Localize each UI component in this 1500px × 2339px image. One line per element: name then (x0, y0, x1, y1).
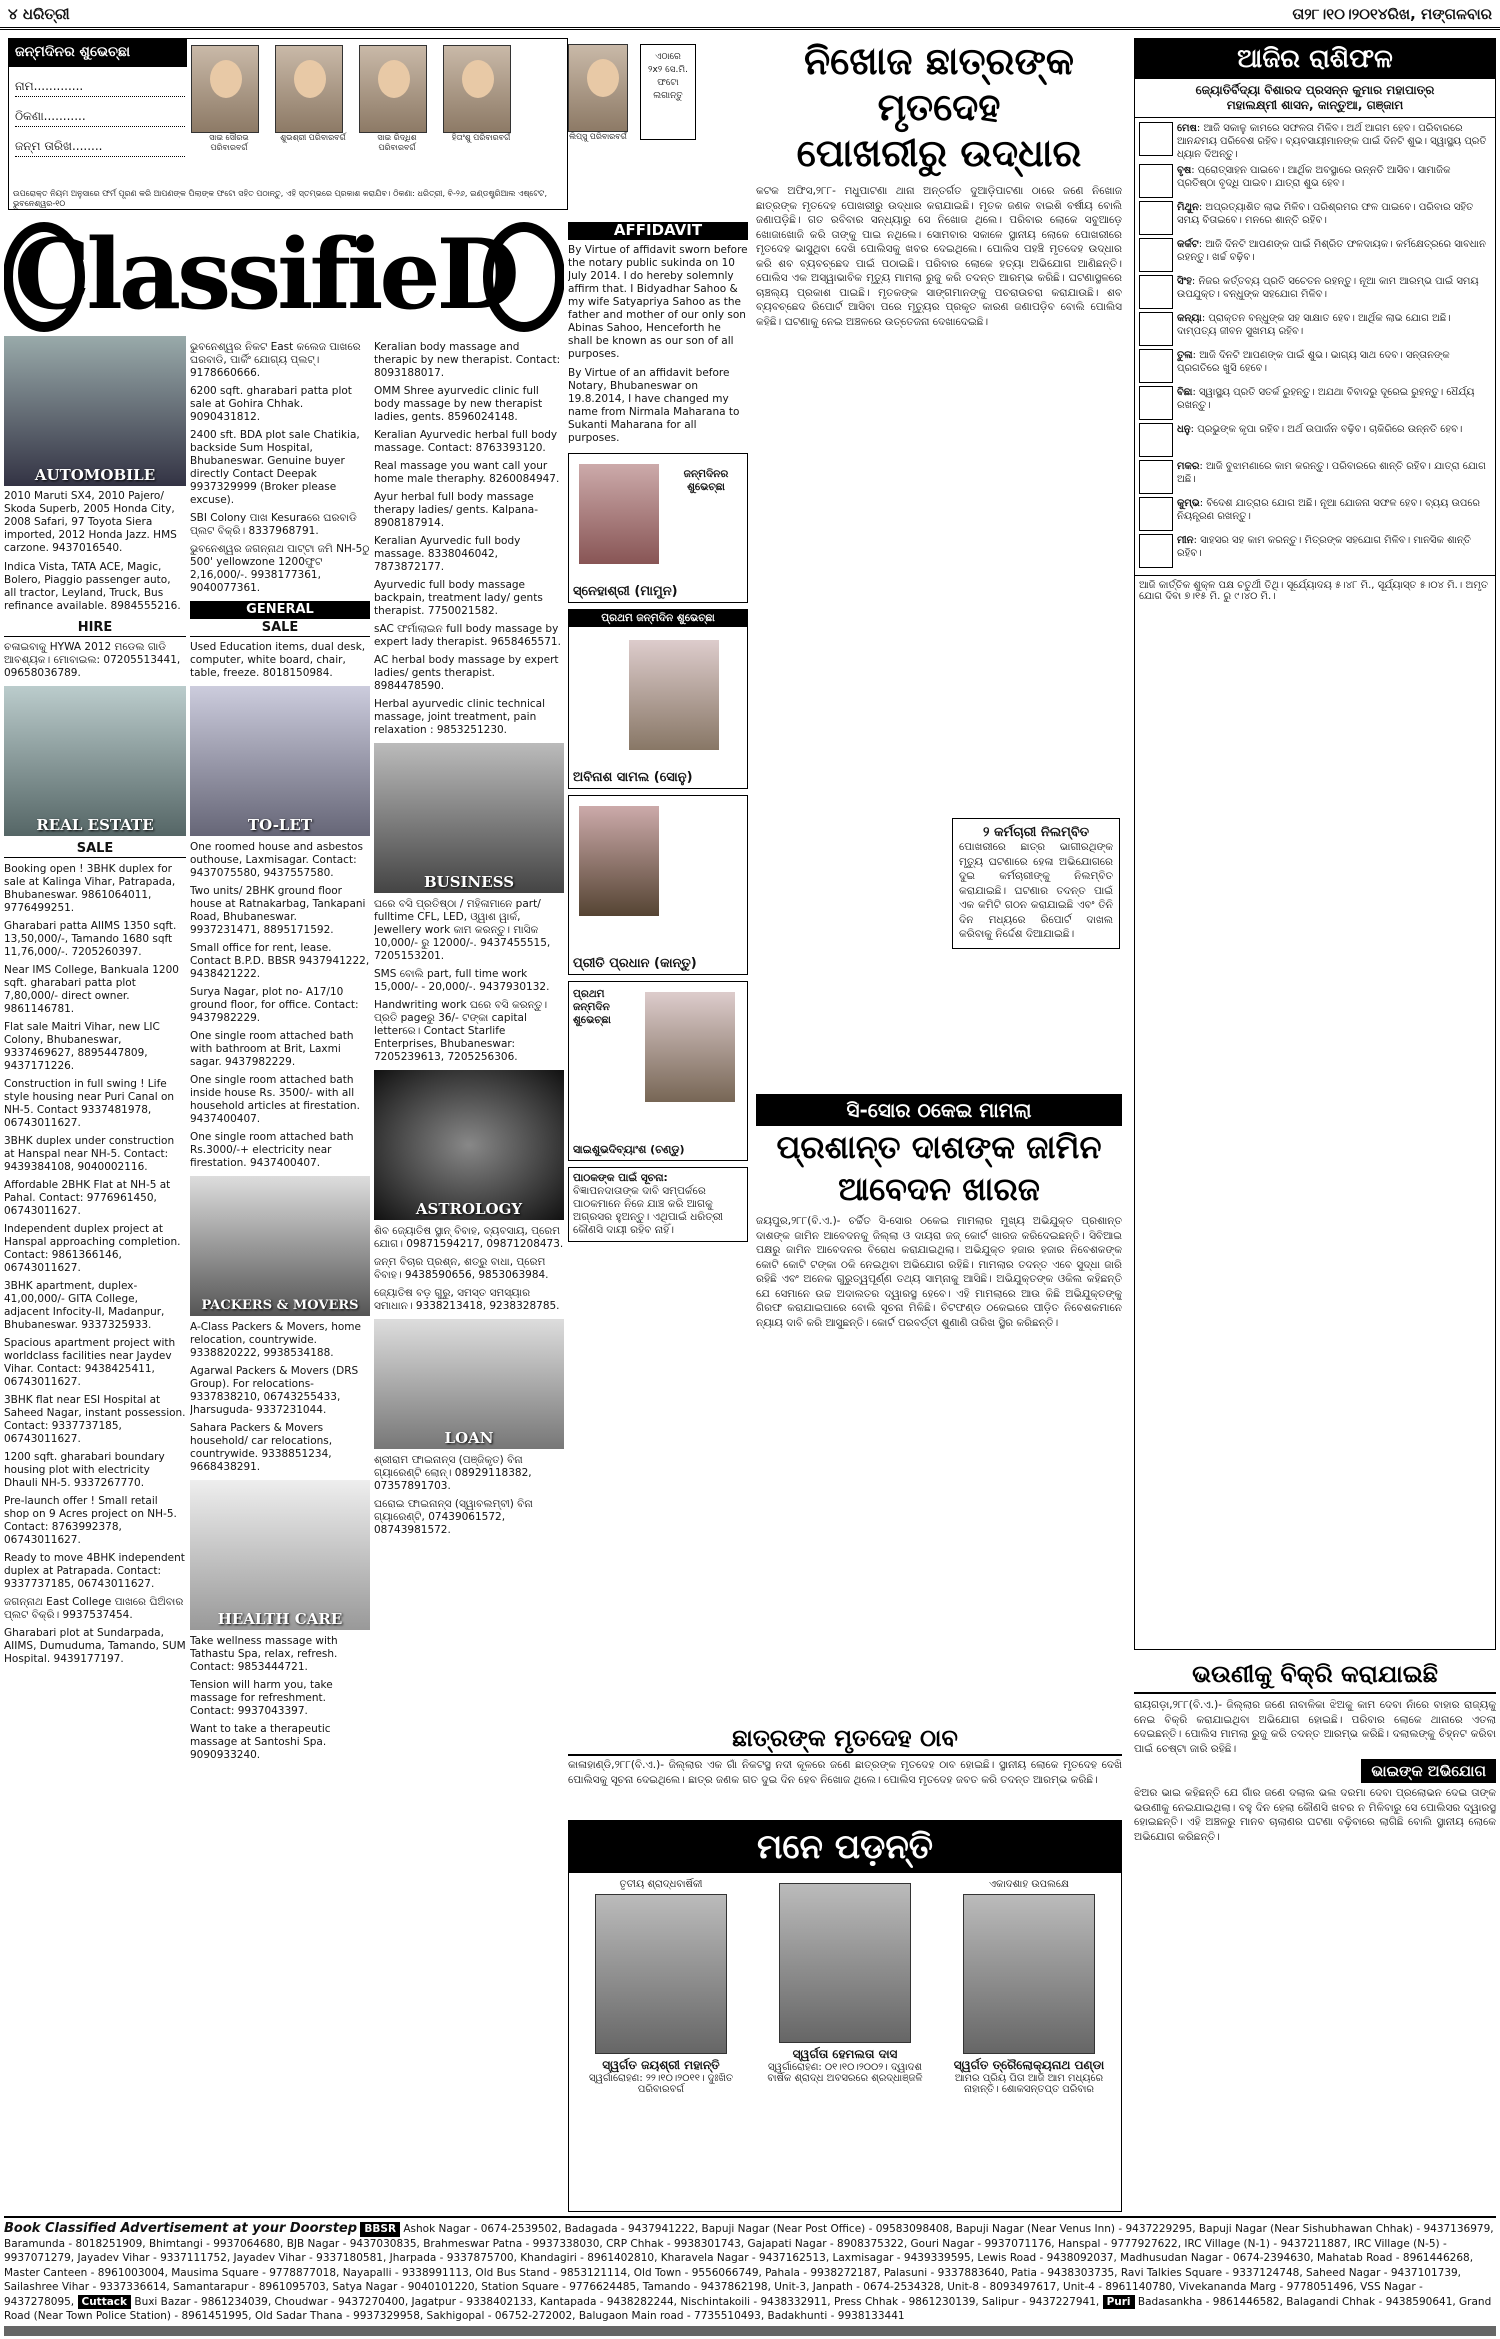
zodiac-row: ମେଷ: ଆଜି ସକାଳୁ କାମରେ ସଫଳତା ମିଳିବ। ଅର୍ଥ ଆଗମ ହେବ। ପରିବାରରେ ଆନନ୍ଦମୟ ପରିବେଶ ରହିବ। ବ୍ୟବସାୟୀମାନଙ୍କ ପାଇଁ ଦିନଟି ଶୁଭ। ସ୍ୱାସ୍ଥ୍ୟ ପ୍ରତି ଧ୍ୟାନ ଦିଅନ୍ତୁ। (1139, 122, 1491, 161)
address-field: ଠିକଣା........... (15, 109, 185, 127)
page-header (0, 0, 1500, 30)
news3-title: ଛାତ୍ରଙ୍କ ମୃତଦେହ ଠାବ (568, 1722, 1122, 1756)
health-ad: Tension will harm you, take massage for refreshment. Contact: 9937043397. (190, 1679, 333, 1717)
birthday-ad-3: ପ୍ରୀତି ପ୍ରଧାନ (କାନ୍ତୁ) (568, 795, 748, 975)
kid-photo-2: ଶୁଭଶ୍ରୀ ପରିବାରବର୍ଗ (275, 45, 351, 143)
birthday-ad-1: ଜନ୍ମଦିନର ଶୁଭେଚ୍ଛା ସ୍ନେହାଶ୍ରୀ (ମାମୁନ) (568, 453, 748, 603)
zodiac-icon (1139, 386, 1173, 420)
massage-ad: sAC ଫର୍ମାଲାଇନ full body massage by expert lady therapist. 9658465571. (374, 623, 561, 648)
massage-ad: Herbal ayurvedic clinic technical massage, joint treatment, pain relaxation : 9853251230. (374, 698, 546, 736)
astrologer-name: ଜ୍ୟୋତିର୍ବିଦ୍ୟା ବିଶାରଦ ପ୍ରସନ୍ନ କୁମାର ମହାପାତ୍ର (1195, 83, 1435, 97)
business-ad: ଘରେ ବସି ପ୍ରତିଷ୍ଠା / ମହିଳାମାନେ part/ fulltime CFL, LED, ଓ୍ୱାଶ ୱାର୍କ, Jewellery work କାମ କରନ୍ତୁ। ମାସିକ 10,000/- ରୁ 12000/-. 9437455515, 7205153201. (374, 898, 551, 962)
plot-ad: SBI Colony ପାଖ Kesuraରେ ଘରବାଡି ପ୍ଲଟ ବିକ୍ରି। 8337968791. (190, 512, 357, 537)
zodiac-text: ନିଜର କର୍ତ୍ତବ୍ୟ ପ୍ରତି ସଚେତନ ରହନ୍ତୁ। ନୂଆ କାମ ଆରମ୍ଭ ପାଇଁ ସମୟ ଉପଯୁକ୍ତ। ବନ୍ଧୁଙ୍କ ସହଯୋଗ ମିଳିବ। (1177, 276, 1479, 300)
sale-ad: Near IMS College, Bankuala 1200 sqft. gharabari patta plot 7,80,000/- direct owner. 9861146781. (4, 964, 179, 1015)
sale-ad: Independent duplex project at Hanspal approaching completion. Contact: 9861366146, 06743011627. (4, 1223, 181, 1274)
health-ads-list (190, 1635, 370, 1762)
kid-photo-1: ସାଇ ସୌରଭ ପରିବାରବର୍ଗ (191, 45, 267, 153)
affidavit-heading: AFFIDAVIT (568, 222, 748, 240)
business-image: BUSINESS (374, 743, 564, 893)
zodiac-row: ଧନୁ: ପ୍ରଭୁଙ୍କ କୃପା ରହିବ। ଅର୍ଥ ଉପାର୍ଜନ ବଢ଼ିବ। ଚାକିରିରେ ଉନ୍ନତି ହେବ। (1139, 423, 1491, 457)
astrology-ad: ଶିବ ଜ୍ୟୋତିଷ ସ୍ଥାନ୍ ବିବାହ, ବ୍ୟବସାୟ, ପ୍ରେମ ଯୋଗ। 09871594217, 09871208473. (374, 1225, 564, 1250)
memorial-person-2: ସ୍ୱର୍ଗତା ହେମଲତା ଦାସ ସ୍ୱର୍ଗାରୋହଣ: ୦୧।୧୦।୨୦୦୨। ଦ୍ୱାଦଶ ବାର୍ଷିକ ଶ୍ରାଦ୍ଧ ଅବସରରେ ଶ୍ରଦ୍ଧାଞ୍ଜଳି (760, 1879, 930, 2095)
page-date: ତା୨୮।୧୦।୨୦୧୪ରିଖ, ମଙ୍ଗଳବାର (1292, 5, 1492, 23)
zodiac-icon (1139, 238, 1173, 272)
horoscope-list (1135, 118, 1495, 575)
news2-kicker: ସି-ସୋର ଠକେଇ ମାମଲା (756, 1094, 1122, 1126)
memorial-section (568, 1820, 1122, 2212)
zodiac-text: ପ୍ରୋତ୍ସାହନ ପାଇବେ। ଆର୍ଥିକ ଅବସ୍ଥାରେ ଉନ୍ନତି ଆସିବ। ସାମାଜିକ ପ୍ରତିଷ୍ଠା ବୃଦ୍ଧି ପାଇବ। ଯାତ୍ରା ଶୁଭ ହେବ। (1177, 165, 1451, 189)
to-let-ad: One single room attached bath inside house Rs. 3500/- with all household articles at firestation. 9437400407. (190, 1074, 360, 1125)
zodiac-row: କନ୍ୟା: ପ୍ରାକ୍ତନ ବନ୍ଧୁଙ୍କ ସହ ସାକ୍ଷାତ ହେବ। ଆର୍ଥିକ ଲାଭ ଯୋଗ ଅଛି। ଦାମ୍ପତ୍ୟ ଜୀବନ ସୁଖମୟ ରହିବ। (1139, 312, 1491, 346)
massage-ad: Real massage you want call your home male theraphy. 8260084947. (374, 460, 560, 485)
classified-title: ClassifieD (14, 218, 516, 331)
bbsr-list: Ashok Nagar - 0674-2539502, Badagada - 9437941222, Bapuji Nagar (Near Post Office) - 09583098408, Bapuji Nagar (Near Venus Inn) - 9437229295, Bapuji Nagar (Near Sishubhawan Chhak) - 9437136979, Baramunda - 8018251909, Bhimtangi - 9937064680, BJB Nagar - 9437030835, Brahmeswar Patna - 9937338030, CRP Chhak - 9938301743, Gajapati Nagar - 8908375322, Gouri Nagar - 9937071176, Hanspal - 9777927622, IRC Village (N-1) - 9437211887, IRC Village (N-5) - 9937071279, Jayadev Vihar - 9337111752, Jayadev Vihar - 9337180581, Jharpada - 9337875700, Khandagiri - 8961402810, Kharavela Nagar - 9437162513, Laxmisagar - 9439339595, Lewis Road - 9438092037, Madhusudan Nagar - 0674-2394630, Mahatab Road - 8961446268, Master Canteen - 8961003004, Mausima Square - 9778877018, Nayapalli - 9338991113, Old Bus Stand - 9853121114, Old Town - 9556066749, Pahala - 9938272187, Palasuni - 9337883640, Patia - 9438303735, Ravi Talkies Square - 9337124748, Saheed Nagar - 9437101739, Sailashree Vihar - 9337336614, Samantarapur - 8961095703, Satya Nagar - 9040101220, Station Square - 9776624485, Tamando - 9437862198, Unit-3, Janpath - 0674-2534328, Unit-8 - 8093497617, Unit-4 - 8961140780, Vivekananda Marg - 9778051496, VSS Nagar - 9437278095, (4, 2223, 1494, 2308)
zodiac-text: ସାହସର ସହ କାମ କରନ୍ତୁ। ମିତ୍ରଙ୍କ ସହଯୋଗ ମିଳିବ। ମାନସିକ ଶାନ୍ତି ରହିବ। (1177, 535, 1471, 559)
news1-title-2: ପୋଖରୀରୁ ଉଦ୍ଧାର (796, 131, 1082, 175)
zodiac-row: କର୍କଟ: ଆଜି ଦିନଟି ଆପଣଙ୍କ ପାଇଁ ମିଶ୍ରିତ ଫଳଦାୟକ। କର୍ମକ୍ଷେତ୍ରରେ ସାବଧାନ ରହନ୍ତୁ। ଖର୍ଚ୍ଚ ବଢ଼ିବ। (1139, 238, 1491, 272)
massage-ad: Keralian Ayurvedic full body massage. 8338046042, 7873872177. (374, 535, 521, 573)
classified-banner (4, 218, 564, 332)
business-ads-list (374, 898, 564, 1064)
hire-ad: ଚଳାଇବାକୁ HYWA 2012 ମଡେଲ ଗାଡି ଆବଶ୍ୟକ। ମୋବାଇଲ: 07205513441, 09658036789. (4, 641, 181, 679)
zodiac-row: ମିଥୁନ: ଅପ୍ରତ୍ୟାଶିତ ଲାଭ ମିଳିବ। ପରିଶ୍ରମର ଫଳ ପାଇବେ। ପରିବାର ସହିତ ସମୟ ବିତାଇବେ। ମନରେ ଶାନ୍ତି ରହିବ। (1139, 201, 1491, 235)
news1-body: କଟକ ଅଫିସ,୨୮୮- ମଧୁପାଟଣା ଥାନା ଅନ୍ତର୍ଗତ ଦୁଆଡ଼ିପାଟଣା ଠାରେ ଜଣେ ନିଖୋଜ ଛାତ୍ରଙ୍କ ମୃତଦେହ ପୋଖରୀରୁ ଉଦ୍ଧାର କରାଯାଇଛି। ମୃତକ ଜଣକ ବାଇଶି ବର୍ଷୀୟ ବୋଲି ଜଣାପଡ଼ିଛି। ଗତ ରବିବାର ସନ୍ଧ୍ୟାରୁ ସେ ନିଖୋଜ ଥିଲେ। ପରିବାର ଲୋକେ ସବୁଆଡ଼େ ଖୋଜାଖୋଜି କରି ତାଙ୍କୁ ପାଇ ନଥିଲେ। ସୋମବାର ସକାଳେ ସ୍ଥାନୀୟ ଲୋକେ ପୋଖରୀରେ ମୃତଦେହ ଭାସୁଥିବା ଦେଖି ପୋଲିସକୁ ଖବର ଦେଇଥିଲେ। ପୋଲିସ ପହଞ୍ଚି ମୃତଦେହ ଉଦ୍ଧାର କରି ଶବ ବ୍ୟବଚ୍ଛେଦ ପାଇଁ ପଠାଇଛି। ପରିବାର ଲୋକେ ହତ୍ୟା ଅଭିଯୋଗ ଆଣିଛନ୍ତି। ପୋଲିସ ଏକ ଅସ୍ୱାଭାବିକ ମୃତ୍ୟୁ ମାମଲା ରୁଜୁ କରି ତଦନ୍ତ ଆରମ୍ଭ କରିଛି। ଘଟଣାସ୍ଥଳରେ ଚାଞ୍ଚଲ୍ୟ ପ୍ରକାଶ ପାଇଛି। ମୃତକଙ୍କ ସାଙ୍ଗମାନଙ୍କୁ ପଚରାଉଚରା କରାଯାଉଛି। ଶବ ବ୍ୟବଚ୍ଛେଦ ରିପୋର୍ଟ ଆସିବା ପରେ ମୃତ୍ୟୁର ପ୍ରକୃତ କାରଣ ଜଣାପଡ଼ିବ ବୋଲି ପୋଲିସ କହିଛି। ଘଟଣାକୁ ନେଇ ଅଞ୍ଚଳରେ ଉତ୍ତେଜନା ଦେଖାଦେଇଛି। (756, 185, 1122, 328)
to-let-ad: Small office for rent, lease. Contact B.P.D. BBSR 9437941222, 9438421222. (190, 942, 370, 980)
sale-ad: Pre-launch offer ! Small retail shop on 9 Acres project on NH-5. Contact: 8763992378, 06743011627. (4, 1495, 177, 1546)
zodiac-icon (1139, 275, 1173, 309)
news-chit-fund (756, 1094, 1122, 1716)
zodiac-name: ମୀନ (1177, 535, 1194, 546)
zodiac-row: କୁମ୍ଭ: ବିଦେଶ ଯାତ୍ରାର ଯୋଗ ଅଛି। ନୂଆ ଯୋଜନା ସଫଳ ହେବ। ବ୍ୟୟ ଉପରେ ନିୟନ୍ତ୍ରଣ ରଖନ୍ତୁ। (1139, 497, 1491, 531)
zodiac-name: ବୃଷ (1177, 165, 1192, 176)
zodiac-icon (1139, 122, 1173, 156)
sale-ad: Ready to move 4BHK independent duplex at Patrapada. Contact: 9337737185, 06743011627. (4, 1552, 185, 1590)
zodiac-icon (1139, 460, 1173, 494)
zodiac-row: ବୃଷ: ପ୍ରୋତ୍ସାହନ ପାଇବେ। ଆର୍ଥିକ ଅବସ୍ଥାରେ ଉନ୍ନତି ଆସିବ। ସାମାଜିକ ପ୍ରତିଷ୍ଠା ବୃଦ୍ଧି ପାଇବ। ଯାତ୍ରା ଶୁଭ ହେବ। (1139, 164, 1491, 198)
classified-column-2 (190, 336, 370, 2212)
auto-ad-1: 2010 Maruti SX4, 2010 Pajero/ Skoda Superb, 2005 Honda City, 2008 Safari, 97 Toyota Siera imported, 2012 Honda Jazz. HMS carzone. 9437016540. (4, 490, 177, 554)
sale-ad: Flat sale Maitri Vihar, new LIC Colony, Bhubaneswar, 9337469627, 8895447809, 9437171226. (4, 1021, 160, 1072)
kid-photo-3: ସାଇ ରିଦ୍ଧିଶ ପରିବାରବର୍ଗ (359, 45, 435, 153)
business-ad: SMS ବୋଲି part, full time work 15,000/- - 20,000/-. 9437930132. (374, 968, 550, 993)
page-number-paper: ୪ ଧରିତ୍ରୀ (8, 5, 70, 23)
to-let-ad: Two units/ 2BHK ground floor house at Ratnakarbag, Tankapani Road, Bhubaneswar. 9937231471, 8895171592. (190, 885, 366, 936)
booking-lead: Book Classified Advertisement at your Doorstep (4, 2221, 358, 2236)
puri-label: Puri (1103, 2295, 1135, 2310)
loan-ad: ଘରୋଇ ଫାଇନାନ୍ସ (ସ୍ୱାବଲମ୍ବୀ) ବିନା ଗ୍ୟାରେଣ୍ଟି, 07439061572, 08743981572. (374, 1498, 533, 1536)
zodiac-row: ମୀନ: ସାହସର ସହ କାମ କରନ୍ତୁ। ମିତ୍ରଙ୍କ ସହଯୋଗ ମିଳିବ। ମାନସିକ ଶାନ୍ତି ରହିବ। (1139, 534, 1491, 568)
sale-ads-list (4, 863, 186, 1666)
zodiac-name: କୁମ୍ଭ (1177, 498, 1200, 509)
affidavit-2: By Virtue of an affidavit before Notary, Bhubaneswar on 19.8.2014, I have changed my name from Nirmala Maharana to Sukanti Maharana for all purposes. (568, 367, 740, 444)
baby-photo-2 (629, 640, 719, 750)
puri-list: Badasankha - 9861446582, Balagandi Chhak - 9438590641, Grand Road (Near Town Police Station) - 8961451995, Old Sadar Thana - 9937329958, Sakhigopal - 06752-272002, Balugaon Main road - 7735510493, Badakhunti - 9938133441 (4, 2295, 1492, 2322)
to-let-ad: Surya Nagar, plot no- A17/10 ground floor, for office. Contact: 9437982229. (190, 986, 359, 1024)
to-let-image: TO-LET (190, 686, 370, 836)
zodiac-name: କନ୍ୟା (1177, 313, 1202, 324)
zodiac-icon (1139, 349, 1173, 383)
zodiac-icon (1139, 423, 1173, 457)
sale-ad: Affordable 2BHK Flat at NH-5 at Pahal. Contact: 9776961450, 06743011627. (4, 1179, 171, 1217)
plot-ads-list (190, 341, 370, 595)
packers-ad: Agarwal Packers & Movers (DRS Group). For relocations- 9337838210, 06743255433, Jharsuguda- 9337231044. (190, 1365, 359, 1416)
bbsr-label: BBSR (360, 2222, 400, 2237)
zodiac-row: ସିଂହ: ନିଜର କର୍ତ୍ତବ୍ୟ ପ୍ରତି ସଚେତନ ରହନ୍ତୁ। ନୂଆ କାମ ଆରମ୍ଭ ପାଇଁ ସମୟ ଉପଯୁକ୍ତ। ବନ୍ଧୁଙ୍କ ସହଯୋଗ ମିଳିବ। (1139, 275, 1491, 309)
birthday-title: ଜନ୍ମଦିନର ଶୁଭେଚ୍ଛା (9, 39, 187, 67)
sale-ad: 3BHK flat near ESI Hospital at Saheed Nagar, instant possession. Contact: 9337737185, 06743011627. (4, 1394, 186, 1445)
astrology-ad: ଜନ୍ମ ବିଚାର ପ୍ରଶ୍ନ, ଶତ୍ରୁ ବାଧା, ପ୍ରେମ ବିବାହ। 9438590656, 9853063984. (374, 1256, 549, 1281)
loan-ad: ଶ୍ରୀରାମ ଫାଇନାନ୍ସ (ପଞ୍ଜିକୃତ) ବିନା ଗ୍ୟାରେଣ୍ଟି ଲୋନ୍। 08929118382, 07357891703. (374, 1454, 532, 1492)
memorial-person-3: ଏକାଦଶାହ ଉପଲକ୍ଷେ ସ୍ୱର୍ଗତ ତ୍ରୈଲୋକ୍ୟନାଥ ପଣ୍ଡା ଆମର ପ୍ରିୟ ପିତା ଆଜି ଆମ ମଧ୍ୟରେ ନାହାନ୍ତି। ଶୋକସନ୍ତପ୍ତ ପରିବାର (953, 1879, 1105, 2095)
massage-ad: OMM Shree ayurvedic clinic full body massage by new therapist ladies, gents. 8596024148. (374, 385, 543, 423)
general-sale-heading: SALE (190, 619, 370, 637)
packers-ad: Sahara Packers & Movers household/ car relocations, countrywide. 9338851234, 9668438291. (190, 1422, 333, 1473)
hire-heading: HIRE (4, 619, 186, 637)
sale-ad: Construction in full swing ! Life style housing near Puri Canal on NH-5. Contact 9337481978, 06743011627. (4, 1078, 175, 1129)
sale-ad: ଜଗନ୍ନାଥ East College ପାଖରେ ଘିଅିବାର ପ୍ଲଟ ବିକ୍ରି। 9937537454. (4, 1596, 184, 1621)
zodiac-name: ଧନୁ (1177, 424, 1191, 435)
booking-centres (4, 2216, 1496, 2334)
to-let-ads-list (190, 841, 370, 1170)
classified-column-3 (374, 336, 564, 2212)
auto-ad-2: Indica Vista, TATA ACE, Magic, Bolero, Piaggio passenger auto, all tractor, Leyland, Truck, Bus refinance available. 8984555216. (4, 561, 181, 612)
zodiac-icon (1139, 312, 1173, 346)
news3-body: କାଳାହାଣ୍ଡି,୨୮୮(ବି.ଏ.)- ଜିଲ୍ଲାର ଏକ ଗାଁ ନିକଟସ୍ଥ ନଦୀ କୂଳରେ ଜଣେ ଛାତ୍ରଙ୍କ ମୃତଦେହ ଠାବ ହୋଇଛି। ସ୍ଥାନୀୟ ଲୋକେ ମୃତଦେହ ଦେଖି ପୋଲିସକୁ ସୂଚନା ଦେଇଥିଲେ। ଛାତ୍ର ଜଣକ ଗତ ଦୁଇ ଦିନ ହେବ ନିଖୋଜ ଥିଲେ। ପୋଲିସ ମୃତଦେହ ଜବତ କରି ତଦନ୍ତ ଆରମ୍ଭ କରିଛି। (568, 1759, 1122, 1786)
name-field: ନାମ............. (15, 79, 185, 97)
zodiac-text: ଆଜି ଦିନଟି ଆପଣଙ୍କ ପାଇଁ ମିଶ୍ରିତ ଫଳଦାୟକ। କର୍ମକ୍ଷେତ୍ରରେ ସାବଧାନ ରହନ୍ତୁ। ଖର୍ଚ୍ଚ ବଢ଼ିବ। (1177, 239, 1486, 263)
loan-image: LOAN (374, 1319, 564, 1449)
zodiac-name: ମେଷ (1177, 123, 1197, 134)
zodiac-row: ତୁଳା: ଆଜି ଦିନଟି ଆପଣଙ୍କ ପାଇଁ ଶୁଭ। ଭାଗ୍ୟ ସାଥ ଦେବ। ସନ୍ତାନଙ୍କ ପ୍ରଗତିରେ ଖୁସି ହେବେ। (1139, 349, 1491, 383)
dob-field: ଜନ୍ମ ତାରିଖ........ (15, 139, 185, 157)
zodiac-text: ପ୍ରାକ୍ତନ ବନ୍ଧୁଙ୍କ ସହ ସାକ୍ଷାତ ହେବ। ଆର୍ଥିକ ଲାଭ ଯୋଗ ଅଛି। ଦାମ୍ପତ୍ୟ ଜୀବନ ସୁଖମୟ ରହିବ। (1177, 313, 1451, 337)
kid-photo-5: ଲିପ୍ସୁ ପରିବାରବର୍ଗ (568, 44, 628, 142)
to-let-ad: One single room attached bath Rs.3000/-+ electricity near firestation. 9437400407. (190, 1131, 354, 1169)
zodiac-text: ପ୍ରଭୁଙ୍କ କୃପା ରହିବ। ଅର୍ଥ ଉପାର୍ଜନ ବଢ଼ିବ। ଚାକିରିରେ ଉନ୍ନତି ହେବ। (1197, 424, 1463, 435)
sale-ad: Gharabari patta AIIMS 1350 sqft. 13,50,000/-, Tamando 1680 sqft 11,76,000/-. 7205260397. (4, 920, 177, 958)
massage-ad: Keralian Ayurvedic herbal full body massage. Contact: 8763393120. (374, 429, 558, 454)
memorial-title: ମନେ ପଡ଼ନ୍ତି (569, 1821, 1121, 1873)
zodiac-text: ଆଜି ସକାଳୁ କାମରେ ସଫଳତା ମିଳିବ। ଅର୍ଥ ଆଗମ ହେବ। ପରିବାରରେ ଆନନ୍ଦମୟ ପରିବେଶ ରହିବ। ବ୍ୟବସାୟୀମାନଙ୍କ ପାଇଁ ଦିନଟି ଶୁଭ। ସ୍ୱାସ୍ଥ୍ୟ ପ୍ରତି ଧ୍ୟାନ ଦିଅନ୍ତୁ। (1177, 123, 1487, 160)
plot-ad: ଭୁବନେଶ୍ୱର ନିକଟ East କଲେଜ ପାଖରେ ଘରବାଡି, ପାର୍କିଂ ଯୋଗ୍ୟ ପ୍ଲଟ୍। 9178660666. (190, 341, 361, 379)
zodiac-row: ବିଛା: ସ୍ୱାସ୍ଥ୍ୟ ପ୍ରତି ସତର୍କ ରୁହନ୍ତୁ। ଅଯଥା ବିବାଦରୁ ଦୂରେଇ ରୁହନ୍ତୁ। ଧୈର୍ଯ୍ୟ ରଖନ୍ତୁ। (1139, 386, 1491, 420)
automobile-image: AUTOMOBILE (4, 336, 186, 486)
horoscope-section (1134, 38, 1496, 1650)
horoscope-title: ଆଜିର ରାଶିଫଳ (1135, 39, 1495, 79)
to-let-ad: One single room attached bath with bathroom at Brit, Laxmi sagar. 9437982229. (190, 1030, 354, 1068)
news4-title: ଭଉଣୀକୁ ବିକ୍ରି କରାଯାଇଛି (1134, 1656, 1496, 1694)
health-ad: Take wellness massage with Tathastu Spa, relax, refresh. Contact: 9853444721. (190, 1635, 338, 1673)
news1-title-1: ନିଖୋଜ ଛାତ୍ରଙ୍କ ମୃତଦେହ (804, 39, 1074, 129)
packers-image: PACKERS & MOVERS (190, 1176, 370, 1316)
birthday-note: ଉପରୋକ୍ତ ନିୟମ ଅନୁସାରେ ଫର୍ମ ପୂରଣ କରି ଆପଣଙ୍କ ପିଲାଙ୍କ ଫଟୋ ସହିତ ପଠାନ୍ତୁ, ଏହି ସ୍ତମ୍ଭରେ ପ୍ରକାଶ କରାଯିବ। ଠିକଣା: ଧରିତ୍ରୀ, ବି-୨୬, ଇଣ୍ଡଷ୍ଟ୍ରିଆଲ ଏଷ୍ଟେଟ, ଭୁବନେଶ୍ୱର-୧୦ (13, 189, 547, 208)
packers-ads-list (190, 1321, 370, 1474)
news2-title-2: ଆବେଦନ ଖାରଜ (838, 1170, 1040, 1208)
business-ad: Handwriting work ଘରେ ବସି କରନ୍ତୁ। ପ୍ରତି pageରୁ 36/- ଟଙ୍କା capital letterରେ। Contact Starlife Enterprises, Bhubaneswar: 7205239613, 7205256306. (374, 999, 548, 1063)
classified-column-1 (4, 336, 186, 2212)
zodiac-icon (1139, 164, 1173, 198)
birthday-ad-2: ପ୍ରଥମ ଜନ୍ମଦିନ ଶୁଭେଚ୍ଛା ଅବିନାଶ ସାମଲ (ସୋନୁ) (568, 609, 748, 789)
sale-ad: Spacious apartment project with worldclass facilities near Jaydev Vihar. Contact: 9438425411, 06743011627. (4, 1337, 176, 1388)
zodiac-row: ମକର: ଆଜି ବୁଝାମଣାରେ କାମ କରନ୍ତୁ। ପରିବାରରେ ଶାନ୍ତି ରହିବ। ଯାତ୍ରା ଯୋଗ ଅଛି। (1139, 460, 1491, 494)
massage-ad: Ayurvedic full body massage backpain, treatment lady/ gents therapist. 7750021582. (374, 579, 543, 617)
general-sale-ad: Used Education items, dual desk, computer, white board, chair, table, freeze. 8018150984. (190, 641, 366, 679)
zodiac-text: ଆଜି ବୁଝାମଣାରେ କାମ କରନ୍ତୁ। ପରିବାରରେ ଶାନ୍ତି ରହିବ। ଯାତ୍ରା ଯୋଗ ଅଛି। (1177, 461, 1486, 485)
news2-title-1: ପ୍ରଶାନ୍ତ ଦାଶଙ୍କ ଜାମିନ (776, 1128, 1102, 1166)
plot-ad: 6200 sqft. gharabari patta plot sale at Gohira Chhak. 9090431812. (190, 385, 352, 423)
birthday-ad-4: ପ୍ରଥମ ଜନ୍ମଦିନ ଶୁଭେଚ୍ଛା ସାଇଶୁଭଦିବ୍ୟାଂଶ (ଚଣ୍ଡୁ) (568, 981, 748, 1161)
girl-photo (579, 806, 659, 916)
zodiac-name: କର୍କଟ (1177, 239, 1199, 250)
bottom-strip (4, 2326, 1496, 2336)
cuttack-label: Cuttack (78, 2295, 132, 2310)
affidavit-1: By Virtue of affidavit sworn before the notary public sukinda on 10 July 2014. I do hereby solemnly affirm that. I Bidyadhar Sahoo & my wife Satyapriya Sahoo as the father and mother of our only son Abinas Sahoo, Henceforth he shall be known as our son of all purposes. (568, 244, 748, 360)
plot-ad: 2400 sft. BDA plot sale Chatikia, backside Sum Hospital, Bhubaneswar. Genuine buyer directly Contact Deepak 9937329999 (Broker please excuse). (190, 429, 360, 506)
astrology-ads-list (374, 1225, 564, 1313)
birthday-form (8, 38, 568, 210)
massage-ad: AC herbal body massage by expert ladies/ gents therapist. 8984478590. (374, 654, 559, 692)
news4-body: ରାୟଗଡ଼ା,୨୮୮(ବି.ଏ.)- ଜିଲ୍ଲାର ଜଣେ ନାବାଳିକା ଝିଅକୁ କାମ ଦେବା ନାଁରେ ବାହାର ରାଜ୍ୟକୁ ନେଇ ବିକ୍ରି କରାଯାଇଥିବା ଅଭିଯୋଗ ହୋଇଛି। ପରିବାର ଲୋକେ ଥାନାରେ ଏତଲା ଦେଇଛନ୍ତି। ପୋଲିସ ମାମଲା ରୁଜୁ କରି ତଦନ୍ତ ଆରମ୍ଭ କରିଛି। ଦଲାଲଙ୍କୁ ଚିହ୍ନଟ କରିବା ପାଇଁ ଚେଷ୍ଟା ଜାରି ରହିଛି। (1134, 1699, 1496, 1755)
zodiac-icon (1139, 201, 1173, 235)
baby-photo-1 (579, 464, 659, 564)
news-body-found (568, 1722, 1122, 1814)
zodiac-name: ମିଥୁନ (1177, 202, 1199, 213)
zodiac-name: ସିଂହ (1177, 276, 1192, 287)
baby-photo-4 (645, 992, 735, 1102)
news2-body: ଜୟପୁର,୨୮୮(ବି.ଏ.)- ଚର୍ଚ୍ଚିତ ସି-ସୋର ଠକେଇ ମାମଲାର ମୁଖ୍ୟ ଅଭିଯୁକ୍ତ ପ୍ରଶାନ୍ତ ଦାଶଙ୍କ ଜାମିନ ଆବେଦନକୁ ଜିଲ୍ଲା ଓ ଦାୟରା ଜଜ୍ କୋର୍ଟ ଖାରଜ କରିଦେଇଛନ୍ତି। ସିବିଆଇ ପକ୍ଷରୁ ଜାମିନ ଆବେଦନର ବିରୋଧ କରାଯାଇଥିଲା। ଅଭିଯୁକ୍ତ ହଜାର ହଜାର ନିବେଶକଙ୍କ କୋଟି କୋଟି ଟଙ୍କା ଠକି ନେଇଥିବା ଅଭିଯୋଗ ରହିଛି। ମାମଲାର ତଦନ୍ତ ଏବେ ସୁଦ୍ଧା ଜାରି ରହିଛି ଏବଂ ଅନେକ ଗୁରୁତ୍ୱପୂର୍ଣ୍ଣ ତଥ୍ୟ ସାମ୍ନାକୁ ଆସିଛି। ଅଭିଯୁକ୍ତଙ୍କ ଓକିଲ କହିଛନ୍ତି ଯେ ସେମାନେ ଉଚ୍ଚ ଅଦାଲତର ଦ୍ୱାରସ୍ଥ ହେବେ। ଏହି ମାମଲାରେ ଆଉ କିଛି ଅଭିଯୁକ୍ତଙ୍କୁ ଗିରଫ କରାଯାଇପାରେ ବୋଲି ସୂଚନା ମିଳିଛି। ଚିଟଫଣ୍ଡ ଠକେଇରେ ପୀଡ଼ିତ ନିବେଶକମାନେ ନ୍ୟାୟ ଦାବି କରି ଆସୁଛନ୍ତି। କୋର୍ଟ ପରବର୍ତ୍ତୀ ଶୁଣାଣି ତାରିଖ ସ୍ଥିର କରିଛନ୍ତି। (756, 1215, 1122, 1329)
zodiac-text: ବିଦେଶ ଯାତ୍ରାର ଯୋଗ ଅଛି। ନୂଆ ଯୋଜନା ସଫଳ ହେବ। ବ୍ୟୟ ଉପରେ ନିୟନ୍ତ୍ରଣ ରଖନ୍ତୁ। (1177, 498, 1480, 522)
sale-ad: 3BHK duplex under construction at Hanspal near NH-5. Contact: 9439384108, 9040002116. (4, 1135, 175, 1173)
affidavit-column (568, 222, 748, 1718)
photo-size-note: ଏଠାରେ ୨x୨ ସେ.ମି. ଫଟୋ ଲଗାନ୍ତୁ (640, 44, 696, 140)
sale-ad: 1200 sqft. gharabari boundary housing plot with electricity Dhauli NH-5. 9337267770. (4, 1451, 165, 1489)
astrology-ad: ଜ୍ୟୋତିଷ ବଡ଼ ଗୁରୁ, ସମସ୍ତ ସମସ୍ୟାର ସମାଧାନ। 9338213418, 9238328785. (374, 1287, 560, 1312)
zodiac-text: ଆଜି ଦିନଟି ଆପଣଙ୍କ ପାଇଁ ଶୁଭ। ଭାଗ୍ୟ ସାଥ ଦେବ। ସନ୍ତାନଙ୍କ ପ୍ରଗତିରେ ଖୁସି ହେବେ। (1177, 350, 1450, 374)
packers-ad: A-Class Packers & Movers, home relocation, countrywide. 9338820222, 9938534188. (190, 1321, 361, 1359)
cuttack-list: Buxi Bazar - 9861234039, Choudwar - 9437270400, Jagatpur - 9338402133, Kantapada - 9438282244, Nischintakoili - 9438332911, Press Chhak - 9861230139, Salipur - 9437227941, (134, 2295, 1100, 2308)
sale-ad: 3BHK apartment, duplex- 41,00,000/- GITA College, adjacent Infocity-II, Madanpur, Bhubaneswar. 9337325933. (4, 1280, 165, 1331)
astrology-image: ASTROLOGY (374, 1070, 564, 1220)
plot-ad: ଭୁବନେଶ୍ୱର ଜଗନ୍ନାଥ ପାଟ୍ଟା ଜମି NH-5ଠୁ 500' yellowzone 1200ଫୁଟ 2,16,000/-. 9938177361, 9040077361. (190, 543, 370, 594)
to-let-ad: One roomed house and asbestos outhouse, Laxmisagar. Contact: 9437075580, 9437557580. (190, 841, 363, 879)
reader-notice: ପାଠକଙ୍କ ପାଇଁ ସୂଚନା: ବିଜ୍ଞାପନଦାତାଙ୍କ ଦାବି ସମ୍ପର୍କରେ ପାଠକମାନେ ନିଜେ ଯାଞ୍ଚ କରି ଆଗକୁ ଅଗ୍ରସର ହୁଅନ୍ତୁ। ଏଥିପାଇଁ ଧରିତ୍ରୀ କୌଣସି ଦାୟୀ ରହିବ ନାହିଁ। (568, 1167, 748, 1242)
sale-ad: Gharabari plot at Sundarpada, AIIMS, Dumuduma, Tamando, SUM Hospital. 9439177197. (4, 1627, 186, 1665)
zodiac-name: ମକର (1177, 461, 1200, 472)
panjika: ଆଜି କାର୍ତ୍ତିକ ଶୁକ୍ଳ ପକ୍ଷ ଚତୁର୍ଥୀ ତିଥି। ସୂର୍ଯ୍ୟୋଦୟ ୫।୪୮ ମି., ସୂର୍ଯ୍ୟାସ୍ତ ୫।୦୪ ମି.। ଅମୃତ ଯୋଗ ଦିବା ୭।୧୫ ମି. ରୁ ୯।୪୦ ମି.। (1135, 575, 1495, 606)
news-girl-sold (1134, 1656, 1496, 2212)
news4-body-2: ଝିଅର ଭାଇ କହିଛନ୍ତି ଯେ ଗାଁର ଜଣେ ଦଲାଲ ଭଲ ଦରମା ଦେବା ପ୍ରଲୋଭନ ଦେଇ ତାଙ୍କ ଭଉଣୀକୁ ନେଇଯାଇଥିଲା। ବହୁ ଦିନ ହେଲା କୌଣସି ଖବର ନ ମିଳିବାରୁ ସେ ପୋଲିସର ଦ୍ୱାରସ୍ଥ ହୋଇଛନ୍ତି। ଏହି ଅଞ୍ଚଳରୁ ମାନବ ଚାଲାଣର ଘଟଣା ବଢ଼ିବାରେ ଲାଗିଛି ବୋଲି ସ୍ଥାନୀୟ ଲୋକେ ଅଭିଯୋଗ କରିଛନ୍ତି। (1134, 1787, 1496, 1843)
real-estate-image: REAL ESTATE (4, 686, 186, 836)
massage-ad: Ayur herbal full body massage therapy ladies/ gents. Kalpana- 8908187914. (374, 491, 539, 529)
kid-photo-4: ହିତାଂଶୁ ପରିବାରବର୍ଗ (443, 45, 519, 143)
massage-ad: Keralian body massage and therapic by new therapist. Contact: 8093188017. (374, 341, 561, 379)
zodiac-text: ଅପ୍ରତ୍ୟାଶିତ ଲାଭ ମିଳିବ। ପରିଶ୍ରମର ଫଳ ପାଇବେ। ପରିବାର ସହିତ ସମୟ ବିତାଇବେ। ମନରେ ଶାନ୍ତି ରହିବ। (1177, 202, 1474, 226)
general-heading: GENERAL (190, 601, 370, 619)
zodiac-name: ତୁଳା (1177, 350, 1193, 361)
news1-box: ୨ କର୍ମଚାରୀ ନିଲମ୍ବିତ ପୋଖରୀରେ ଛାତ୍ର ଭାଗୀରଥିଙ୍କ ମୃତ୍ୟୁ ଘଟଣାରେ ହେଳା ଅଭିଯୋଗରେ ଦୁଇ କର୍ମଚାରୀଙ୍କୁ ନିଲମ୍ବିତ କରାଯାଇଛି। ଘଟଣାର ତଦନ୍ତ ପାଇଁ ଏକ କମିଟି ଗଠନ କରାଯାଇଛି ଏବଂ ତିନି ଦିନ ମଧ୍ୟରେ ରିପୋର୍ଟ ଦାଖଲ କରିବାକୁ ନିର୍ଦ୍ଦେଶ ଦିଆଯାଇଛି। (952, 818, 1120, 949)
sale-heading: SALE (4, 840, 186, 858)
astrologer-address: ମହାଲକ୍ଷ୍ମୀ ଶାସନ, କାନ୍ତୁଆ, ଗଞ୍ଜାମ (1135, 98, 1495, 118)
news-missing-student (756, 38, 1122, 1090)
sale-ad: Booking open ! 3BHK duplex for sale at Kalinga Vihar, Patrapada, Bhubaneswar. 9861064011, 9776499251. (4, 863, 176, 914)
zodiac-icon (1139, 534, 1173, 568)
health-ad: Want to take a therapeutic massage at Santoshi Spa. 9090933240. (190, 1723, 331, 1761)
loan-ads-list (374, 1454, 564, 1537)
massage-ads-list (374, 341, 564, 737)
news4-subhead: ଭାଇଙ୍କ ଅଭିଯୋଗ (1361, 1759, 1496, 1783)
zodiac-name: ବିଛା (1177, 387, 1193, 398)
zodiac-text: ସ୍ୱାସ୍ଥ୍ୟ ପ୍ରତି ସତର୍କ ରୁହନ୍ତୁ। ଅଯଥା ବିବାଦରୁ ଦୂରେଇ ରୁହନ୍ତୁ। ଧୈର୍ଯ୍ୟ ରଖନ୍ତୁ। (1177, 387, 1475, 411)
zodiac-icon (1139, 497, 1173, 531)
health-care-image: HEALTH CARE (190, 1480, 370, 1630)
memorial-person-1: ତୃତୀୟ ଶ୍ରାଦ୍ଧବାର୍ଷିକୀ ସ୍ୱର୍ଗତ ଜୟଶ୍ରୀ ମହାନ୍ତି ସ୍ୱର୍ଗାରୋହଣ: ୨୨।୧୦।୨୦୧୧। ଦୁଃଖିତ ପରିବାରବର୍ଗ (588, 1879, 734, 2095)
